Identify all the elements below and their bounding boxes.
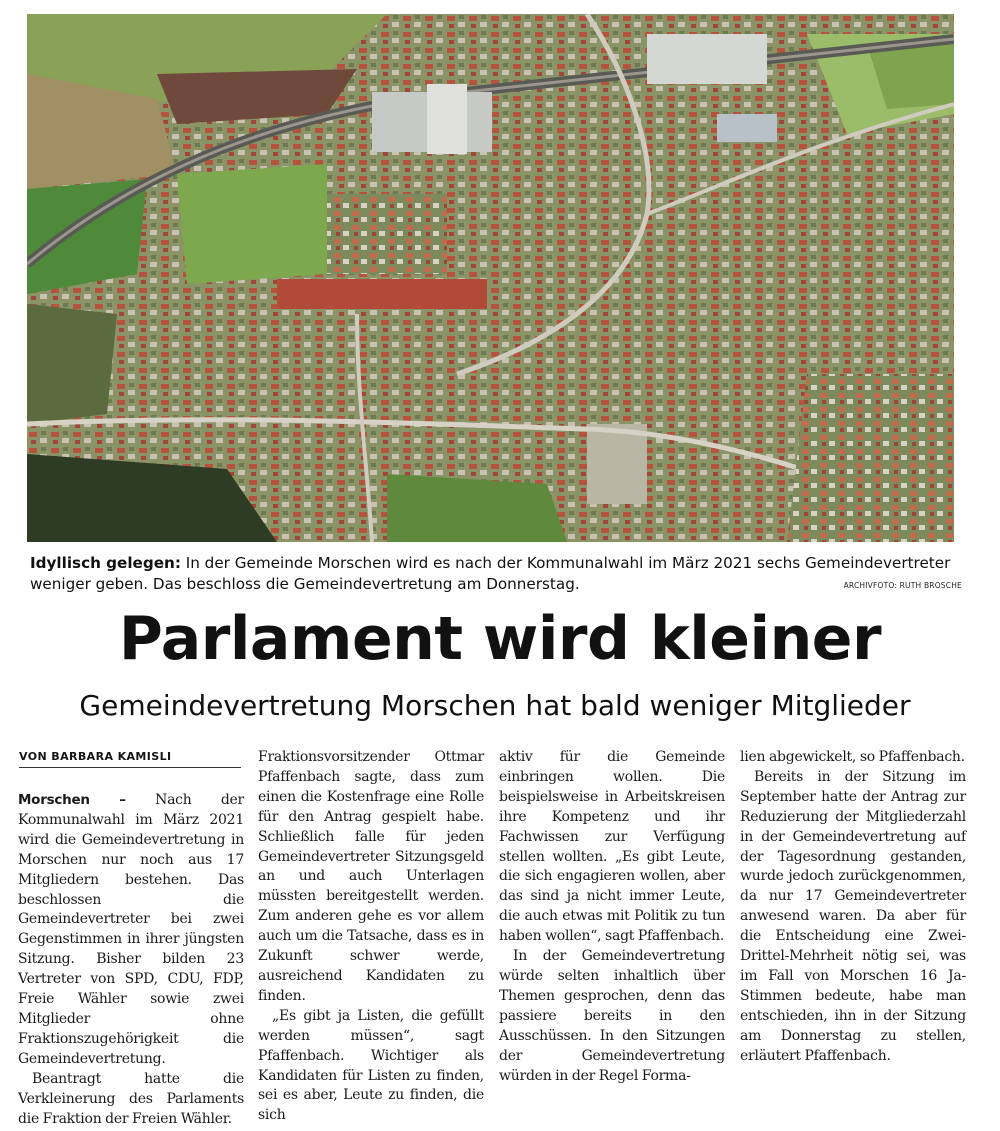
aerial-photo-illustration bbox=[27, 14, 954, 542]
headline: Parlament wird kleiner bbox=[118, 604, 882, 674]
article-column-3 bbox=[499, 748, 725, 1086]
paragraph bbox=[18, 791, 244, 1070]
aerial-town-photo bbox=[27, 14, 954, 542]
paragraph: Beantragt hatte die Verkleinerung des Parlaments die Fraktion der Freien Wähler. bbox=[18, 1070, 244, 1127]
caption-text: In der Gemeinde Morschen wird es nach der Kommunalwahl im März 2021 sechs Gemeindevertreter weniger geben. Das beschloss die Gemeindevertretung am Donnerstag. bbox=[30, 554, 951, 593]
paragraph-text: Nach der Kommunalwahl im März 2021 wird die Gemeindevertretung in Morschen nur noch aus 17 Mitgliedern bestehen. Das beschlossen die Gemeindevertreter bei zwei Gegenstimmen in ihrer jüngsten Sitzung. Bisher bilden 23 Vertreter von SPD, CDU, FDP, Freie Wähler sowie zwei Mitglieder ohne Fraktionszugehörigkeit die Gemeindevertretung. bbox=[18, 792, 245, 1067]
paragraph: In der Gemeindevertretung würde selten inhaltlich über Themen gesprochen, denn das passiere bereits in den Ausschüssen. In den Sitzungen der Gemeindevertretung würden in der Regel Forma- bbox=[499, 948, 725, 1084]
paragraph: „Es gibt ja Listen, die gefüllt werden müssen“, sagt Pfaffenbach. Wichtiger als Kandidaten für Listen zu finden, sei es aber, Leute zu finden, die sich bbox=[258, 1007, 484, 1124]
byline: VON BARBARA KAMISLI bbox=[19, 750, 241, 768]
article-column-1 bbox=[18, 791, 244, 1129]
paragraph: Bereits in der Sitzung im September hatte der Antrag zur Reduzierung der Mitgliederzahl in der Gemeindevertretung auf der Tagesordnung gestanden, wurde jedoch zurückgenommen, da nur 17 Gemeindevertreter anwesend waren. Da aber für die Entscheidung eine Zwei-Drittel-Mehrheit nötig sei, was im Fall von Morschen 16 Ja-Stimmen bedeute, habe man entschieden, ihn in der Sitzung am Donnerstag zu stellen, erläutert Pfaffenbach. bbox=[740, 768, 966, 1064]
paragraph: lien abgewickelt, so Pfaffenbach. bbox=[740, 749, 965, 765]
caption-lead: Idyllisch gelegen: bbox=[30, 554, 181, 572]
paragraph: Fraktionsvorsitzender Ottmar Pfaffenbach sagte, dass zum einen die Kostenfrage eine Rolle für den Antrag gespielt habe. Schließlich falle für jeden Gemeindevertreter Sitzungsgeld an und auch Unterlagen müssten bereitgestellt werden. Zum anderen gehe es vor allem auch um die Tatsache, dass es in Zukunft schwer werde, ausreichend Kandidaten zu finden. bbox=[258, 749, 484, 1004]
photo-credit: ARCHIVFOTO: RUTH BROSCHE bbox=[843, 581, 962, 590]
dateline: Morschen – bbox=[18, 792, 126, 808]
paragraph: aktiv für die Gemeinde einbringen wollen. Die beispielsweise in Arbeitskreisen ihre Kompetenz und ihr Fachwissen zur Verfügung stellen wollten. „Es gibt Leute, die sich engagieren wollen, aber das sind ja nicht immer Leute, die auch etwas mit Politik zu tun haben wollen“, sagt Pfaffenbach. bbox=[499, 749, 725, 945]
article-column-4 bbox=[740, 748, 966, 1067]
article-column-2 bbox=[258, 748, 484, 1126]
subheadline: Gemeindevertretung Morschen hat bald weniger Mitglieder bbox=[79, 689, 911, 722]
